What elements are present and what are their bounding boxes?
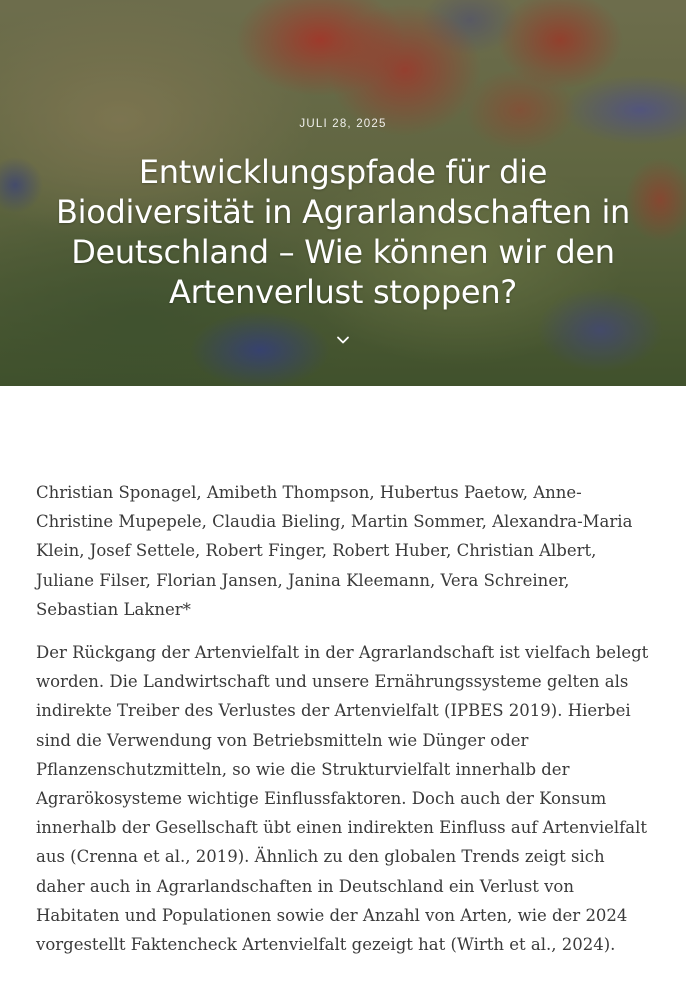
article-content <box>36 478 654 973</box>
chevron-down-icon[interactable] <box>335 332 351 348</box>
post-title: Entwicklungspfade für die Biodiversität in Agrarlandschaften in Deutschland – Wie können wir den Artenverlust stoppen? <box>55 153 631 311</box>
article-paragraph: Der Rückgang der Artenvielfalt in der Agrarlandschaft ist vielfach belegt worden. Die Landwirtschaft und unsere Ernährungssysteme gelten als indirekte Treiber des Verlustes der Artenvielfalt (IPBES 2019). Hierbei sind die Verwendung von Betriebsmitteln wie Dünger oder Pflanzenschutzmitteln, so wie die Strukturvielfalt innerhalb der Agrarökosysteme wichtige Einflussfaktoren. Doch auch der Konsum innerhalb der Gesellschaft übt einen indirekten Einfluss auf Artenvielfalt aus (Crenna et al., 2019). Ähnlich zu den globalen Trends zeigt sich daher auch in Agrarlandschaften in Deutschland ein Verlust von Habitaten und Populationen sowie der Anzahl von Arten, wie der 2024 vorgestellt Faktencheck Artenvielfalt gezeigt hat (Wirth et al., 2024). <box>36 643 649 955</box>
post-authors: Christian Sponagel, Amibeth Thompson, Hubertus Paetow, Anne-Christine Mupepele, Claudia Bieling, Martin Sommer, Alexandra-Maria Klein, Josef Settele, Robert Finger, Robert Huber, Christian Albert, Juliane Filser, Florian Jansen, Janina Kleemann, Vera Schreiner, Sebastian Lakner* <box>36 483 633 619</box>
post-date: JULI 28, 2025 <box>299 118 387 130</box>
hero-header <box>0 0 686 386</box>
